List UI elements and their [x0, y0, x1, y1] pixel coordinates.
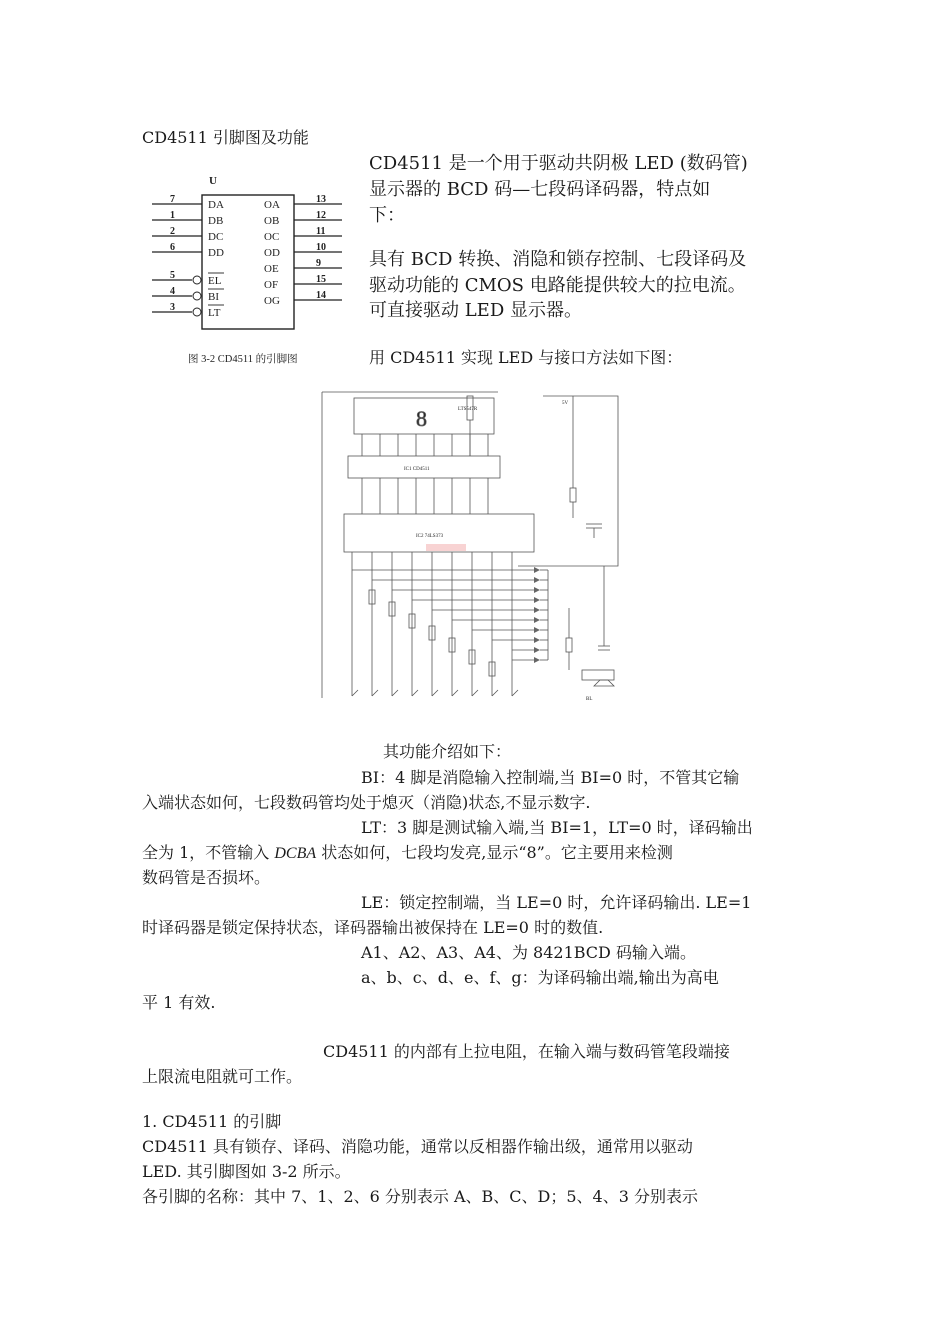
- right-pin-number: 9: [316, 258, 321, 269]
- lt-desc-3: 数码管是否损坏。: [142, 868, 271, 887]
- section-line-3: 各引脚的名称：其中 7、1、2、6 分别表示 A、B、C、D；5、4、3 分别表示: [142, 1187, 698, 1206]
- ic2-label: IC2 74LS373: [416, 534, 444, 539]
- left-pin-name: DB: [208, 215, 224, 227]
- right-pin-number: 12: [316, 210, 326, 221]
- intro-line-5: 驱动功能的 CMOS 电路能提供较大的拉电流。: [369, 275, 746, 296]
- pullup-desc-1: CD4511 的内部有上拉电阻，在输入端与数码管笔段端接: [323, 1042, 730, 1061]
- speaker-label: BL: [586, 697, 593, 702]
- ic1-label: IC1 CD4511: [404, 467, 430, 472]
- output-desc-2: 平 1 有效.: [142, 993, 216, 1012]
- right-pin-number: 11: [316, 226, 326, 237]
- left-pin-name: BI: [208, 291, 219, 303]
- left-pin-number: 3: [170, 302, 175, 313]
- intro-line-4: 具有 BCD 转换、消隐和锁存控制、七段译码及: [369, 249, 747, 270]
- left-pin-name: DA: [208, 199, 224, 211]
- speaker-icon: [594, 680, 614, 686]
- le-desc-2: 时译码器是锁定保持状态，译码器输出被保持在 LE=0 时的数值.: [142, 918, 604, 937]
- watermark-stamp: [426, 544, 466, 551]
- left-pin-number: 5: [170, 270, 175, 281]
- lt-desc-2a: 全为 1，不管输入: [142, 843, 275, 862]
- pullup-desc-2: 上限流电阻就可工作。: [142, 1067, 303, 1086]
- left-pin-name: DC: [208, 231, 224, 243]
- bi-desc-2: 入端状态如何，七段数码管均处于熄灭（消隐)状态,不显示数字.: [142, 793, 591, 812]
- resistor-r11: [570, 488, 576, 502]
- switch-wires: [352, 552, 518, 696]
- page-heading: CD4511 引脚图及功能: [142, 128, 309, 147]
- right-pin-name: OA: [264, 199, 280, 211]
- right-pin-name: OC: [264, 231, 280, 243]
- section-title: 1. CD4511 的引脚: [142, 1112, 282, 1131]
- right-pin-number: 10: [316, 242, 326, 253]
- pin-diagram: [146, 168, 346, 368]
- right-pin-name: OE: [264, 263, 279, 275]
- left-pin-name: DD: [208, 247, 224, 259]
- bcd-input-desc: A1、A2、A3、A4、为 8421BCD 码输入端。: [361, 943, 696, 962]
- right-pin-number: 15: [316, 274, 326, 285]
- right-pin-name: OG: [264, 295, 280, 307]
- right-pin-group: [264, 194, 342, 307]
- section-line-1: CD4511 具有锁存、译码、消隐功能，通常以反相器作输出级，通常用以驱动: [142, 1137, 693, 1156]
- right-pin-number: 13: [316, 194, 326, 205]
- resistor-r12: [566, 638, 572, 652]
- left-pin-number: 6: [170, 242, 175, 253]
- left-pin-number: 7: [170, 194, 175, 205]
- lt-desc-1: LT：3 脚是测试输入端,当 BI=1，LT=0 时，译码输出: [361, 818, 753, 837]
- display-label: LTS547R: [458, 407, 478, 412]
- output-desc-1: a、b、c、d、e、f、g：为译码输出端,输出为高电: [361, 968, 719, 987]
- vcc-label: 5V: [562, 401, 569, 406]
- intro-line-2: 显示器的 BCD 码—七段码译码器，特点如: [369, 179, 711, 200]
- intro-line-1: CD4511 是一个用于驱动共阴极 LED (数码管): [369, 153, 748, 174]
- left-pin-number: 2: [170, 226, 175, 237]
- lt-desc-2c: 状态如何，七段均发亮,显示“8”。它主要用来检测: [316, 843, 673, 862]
- left-pin-name: EL: [208, 275, 222, 287]
- intro-line-6: 可直接驱动 LED 显示器。: [369, 300, 582, 321]
- intro-line-3: 下：: [369, 205, 405, 226]
- right-pin-number: 14: [316, 290, 326, 301]
- section-line-2: LED. 其引脚图如 3-2 所示。: [142, 1162, 351, 1181]
- diode-bus: [352, 567, 548, 663]
- left-pin-name: LT: [208, 307, 221, 319]
- display-wires: [362, 434, 488, 456]
- right-rail: [518, 396, 618, 566]
- bi-desc-1: BI：4 脚是消隐输入控制端,当 BI=0 时，不管其它输: [361, 768, 740, 787]
- le-desc-1: LE：锁定控制端，当 LE=0 时，允许译码输出. LE=1: [361, 893, 752, 912]
- chip-label: U: [209, 175, 217, 187]
- circuit-schematic: [318, 388, 624, 708]
- ic3-body: [582, 670, 614, 680]
- left-pin-number: 1: [170, 210, 175, 221]
- lt-desc-2b: DCBA: [274, 845, 317, 862]
- digit-eight-icon: 8: [416, 406, 427, 431]
- right-pin-name: OD: [264, 247, 280, 259]
- intro-line-7: 用 CD4511 实现 LED 与接口方法如下图：: [369, 348, 683, 367]
- right-pin-name: OB: [264, 215, 280, 227]
- pin-diagram-caption: 图 3-2 CD4511 的引脚图: [188, 354, 298, 365]
- left-pin-number: 4: [170, 286, 175, 297]
- function-intro: 其功能介绍如下：: [383, 742, 512, 761]
- lt-desc-2: [142, 840, 673, 866]
- ic-link-wires: [362, 478, 488, 514]
- right-pin-name: OF: [264, 279, 279, 291]
- left-pin-group: [152, 194, 224, 319]
